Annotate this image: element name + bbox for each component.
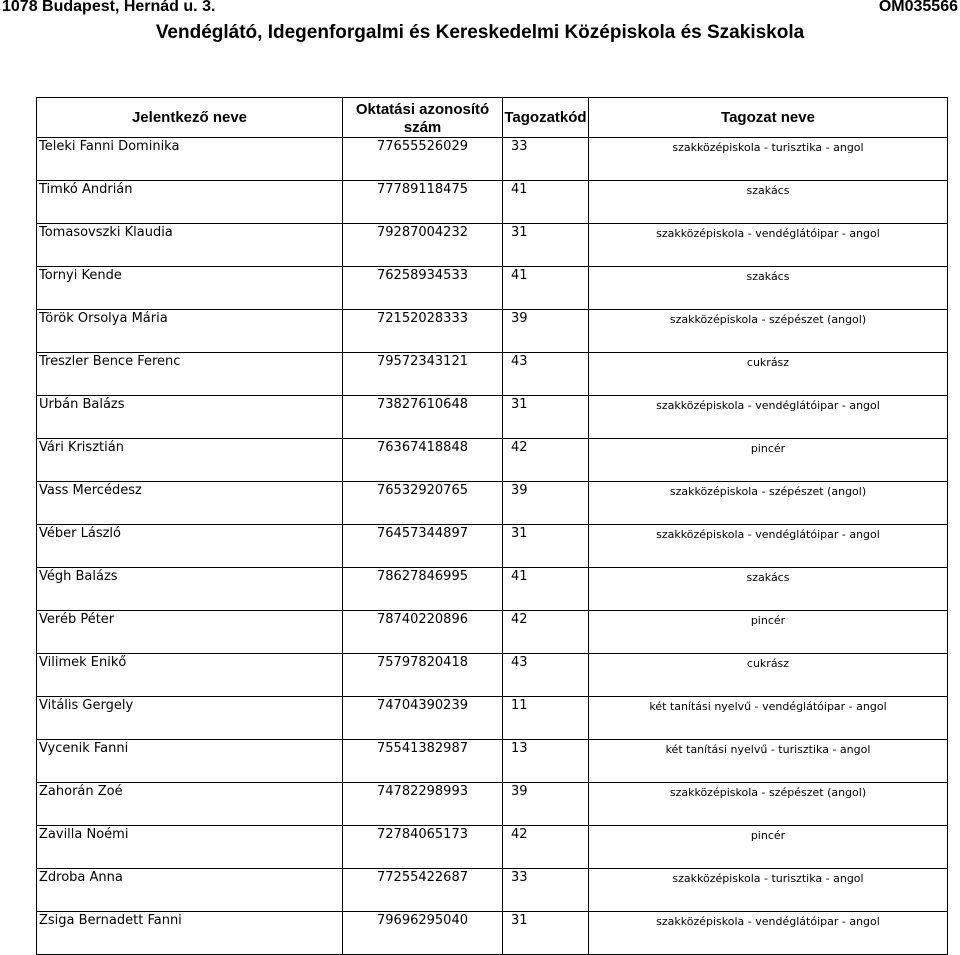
track-code-cell: 42 (503, 439, 589, 482)
applicant-name-cell: Vilimek Enikő (37, 654, 343, 697)
track-name-cell: szakközépiskola - turisztika - angol (589, 138, 948, 181)
applicant-name-cell: Zahorán Zoé (37, 783, 343, 826)
education-id-cell: 76457344897 (343, 525, 503, 568)
table-row (37, 138, 948, 181)
track-code-cell: 41 (503, 267, 589, 310)
table-row (37, 611, 948, 654)
education-id-cell: 77255422687 (343, 869, 503, 912)
track-name-cell: szakközépiskola - vendéglátóipar - angol (589, 396, 948, 439)
track-code-cell: 41 (503, 568, 589, 611)
education-id-cell: 75797820418 (343, 654, 503, 697)
education-id-cell: 77789118475 (343, 181, 503, 224)
applicant-name-cell: Tomasovszki Klaudia (37, 224, 343, 267)
track-name-cell: szakközépiskola - szépészet (angol) (589, 783, 948, 826)
table-row (37, 826, 948, 869)
education-id-cell: 79572343121 (343, 353, 503, 396)
table-row (37, 783, 948, 826)
table-row (37, 568, 948, 611)
track-name-cell: cukrász (589, 654, 948, 697)
applicant-name-cell: Teleki Fanni Dominika (37, 138, 343, 181)
track-code-cell: 42 (503, 611, 589, 654)
applicant-name-cell: Treszler Bence Ferenc (37, 353, 343, 396)
track-name-cell: szakközépiskola - vendéglátóipar - angol (589, 912, 948, 955)
education-id-cell: 79696295040 (343, 912, 503, 955)
track-code-cell: 31 (503, 396, 589, 439)
track-code-cell: 11 (503, 697, 589, 740)
education-id-cell: 76367418848 (343, 439, 503, 482)
applicant-name-cell: Véber László (37, 525, 343, 568)
track-code-cell: 42 (503, 826, 589, 869)
applicant-name-cell: Timkó Andrián (37, 181, 343, 224)
education-id-cell: 77655526029 (343, 138, 503, 181)
column-header-code: Tagozatkód (503, 98, 589, 138)
applicant-name-cell: Zavilla Noémi (37, 826, 343, 869)
applicant-name-cell: Végh Balázs (37, 568, 343, 611)
applicant-name-cell: Veréb Péter (37, 611, 343, 654)
table-row (37, 224, 948, 267)
page-header (0, 0, 960, 18)
education-id-cell: 72784065173 (343, 826, 503, 869)
track-name-cell: cukrász (589, 353, 948, 396)
track-code-cell: 43 (503, 353, 589, 396)
table-row (37, 267, 948, 310)
track-name-cell: szakközépiskola - szépészet (angol) (589, 310, 948, 353)
education-id-cell: 78740220896 (343, 611, 503, 654)
track-code-cell: 43 (503, 654, 589, 697)
om-code: OM035566 (878, 0, 958, 15)
table-row (37, 912, 948, 955)
table-row (37, 439, 948, 482)
applicant-name-cell: Zdroba Anna (37, 869, 343, 912)
education-id-cell: 75541382987 (343, 740, 503, 783)
applicant-name-cell: Vári Krisztián (37, 439, 343, 482)
education-id-cell: 76258934533 (343, 267, 503, 310)
education-id-cell: 74782298993 (343, 783, 503, 826)
table-row (37, 181, 948, 224)
track-code-cell: 33 (503, 869, 589, 912)
column-header-track: Tagozat neve (589, 98, 948, 138)
education-id-cell: 72152028333 (343, 310, 503, 353)
track-name-cell: két tanítási nyelvű - turisztika - angol (589, 740, 948, 783)
school-address: 1078 Budapest, Hernád u. 3. (2, 0, 216, 15)
table-body (37, 138, 948, 955)
track-name-cell: szakács (589, 267, 948, 310)
track-name-cell: szakközépiskola - szépészet (angol) (589, 482, 948, 525)
applicant-name-cell: Vycenik Fanni (37, 740, 343, 783)
track-code-cell: 31 (503, 224, 589, 267)
track-code-cell: 39 (503, 783, 589, 826)
table-row (37, 353, 948, 396)
education-id-cell: 76532920765 (343, 482, 503, 525)
applicant-name-cell: Vass Mercédesz (37, 482, 343, 525)
track-code-cell: 41 (503, 181, 589, 224)
applicant-name-cell: Vitális Gergely (37, 697, 343, 740)
track-code-cell: 31 (503, 912, 589, 955)
track-name-cell: pincér (589, 611, 948, 654)
education-id-cell: 78627846995 (343, 568, 503, 611)
track-name-cell: pincér (589, 826, 948, 869)
education-id-cell: 73827610648 (343, 396, 503, 439)
table-row (37, 697, 948, 740)
track-name-cell: szakközépiskola - vendéglátóipar - angol (589, 224, 948, 267)
table-row (37, 869, 948, 912)
applicant-name-cell: Török Orsolya Mária (37, 310, 343, 353)
column-header-name: Jelentkező neve (37, 98, 343, 138)
table-header-row (37, 98, 948, 138)
track-name-cell: szakács (589, 568, 948, 611)
track-code-cell: 13 (503, 740, 589, 783)
table-row (37, 310, 948, 353)
table-row (37, 740, 948, 783)
table-row (37, 396, 948, 439)
education-id-cell: 79287004232 (343, 224, 503, 267)
applicant-name-cell: Urbán Balázs (37, 396, 343, 439)
table-row (37, 525, 948, 568)
track-name-cell: szakács (589, 181, 948, 224)
applicant-name-cell: Zsiga Bernadett Fanni (37, 912, 343, 955)
track-name-cell: szakközépiskola - turisztika - angol (589, 869, 948, 912)
track-code-cell: 39 (503, 482, 589, 525)
track-code-cell: 33 (503, 138, 589, 181)
column-header-id: Oktatási azonosító szám (343, 98, 503, 138)
table-row (37, 654, 948, 697)
track-code-cell: 39 (503, 310, 589, 353)
school-name: Vendéglátó, Idegenforgalmi és Kereskedelmi Középiskola és Szakiskola (155, 22, 805, 43)
education-id-cell: 74704390239 (343, 697, 503, 740)
track-name-cell: két tanítási nyelvű - vendéglátóipar - angol (589, 697, 948, 740)
table-row (37, 482, 948, 525)
track-name-cell: szakközépiskola - vendéglátóipar - angol (589, 525, 948, 568)
track-code-cell: 31 (503, 525, 589, 568)
track-name-cell: pincér (589, 439, 948, 482)
applicant-name-cell: Tornyi Kende (37, 267, 343, 310)
applicants-table (36, 97, 948, 955)
